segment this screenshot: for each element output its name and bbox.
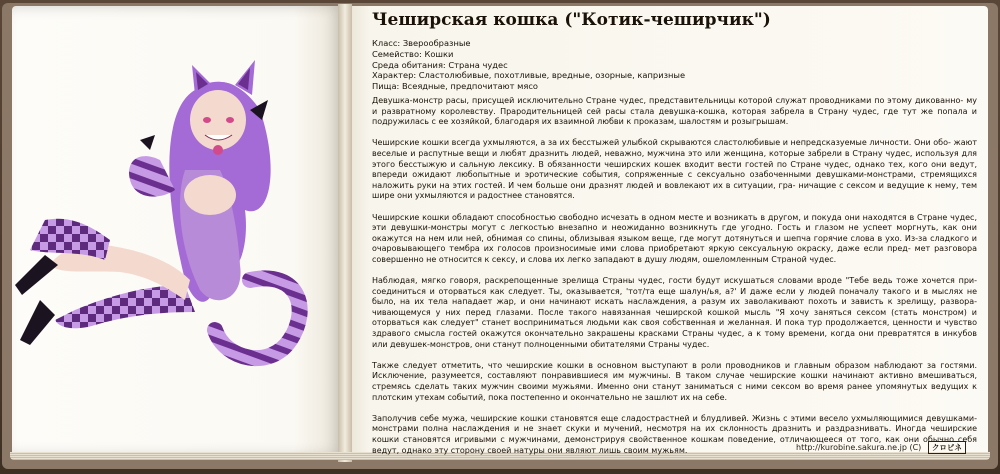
info-food: Пища: Всеядные, предпочитают мясо — [372, 81, 538, 92]
footer-credit — [796, 441, 966, 454]
paragraph: Девушка-монстр расы, присущей исключительно Стране чудес, представительницы которой служат проводниками по этому дикованно- му и развратному королевству. Прародительницей сей расы стала девушка-кошка, которая забрела в Страну чудес, где тут же попала и подружилась с ее хозяйкой, благодаря их взаимной любви к проказам, шалостям и розыгрышам. — [372, 96, 977, 127]
paragraph: Наблюдая, мягко говоря, раскрепощенные зрелища Страны чудес, гости будут искушаться словами вроде "Тебе ведь тоже хочется при- соединиться и оторваться как следует. Ты, оказывается, 'тот/та еще шалун/ья, а?' И даже если у людей поначалу такого и в мыслях не было, на их тела нападает жар, и они начинают искать наслаждения, а разум их заволакивают похоть и зависть к зрелищу, развора- чивающемуся у них перед глазами. После такого навязанная чеширской кошкой мысль "Я хочу заняться сексом (стать монстром) и оторваться как следует" станет восприниматься людьми как своя собственная и желанная. И пока тур продолжается, ценности и чувство здравого смысла гостей окажутся окончательно закрашены красками Страны чудес, а к тому времени, когда они превратятся в инкубов или девушек-монстров, они станут полноценными обитателями Страны чудес. — [372, 276, 977, 349]
description-text — [372, 96, 977, 467]
footer-copyright: (C) — [909, 443, 922, 452]
paragraph: Также следует отметить, что чеширские кошки в основном выступают в роли проводников и главным образом наблюдают за гостями. Исключение, разумеется, составляют понравившиеся им мужчины. В таком случае чеширские кошки начинают активно вмешиваться, стремясь сделать таких мужчин своими мужьями. Именно они станут заниматься с ними сексом во время ранее упомянутых ведущих к плотским утехам событий, пока постепенно и окончательно не зашлют их на себе. — [372, 360, 977, 402]
paragraph: Чеширские кошки всегда ухмыляются, а за их бесстыжей улыбкой скрываются сластолюбивые и непредсказуемые личности. Они обо- жают веселые и распутные вещи и любят дразнить людей, неважно, мужчина это или женщина, которые забрели в Страну чудес, используя для этого бесстыжую и сальную лексику. В обязанности чеширских кошек входит вести гостей по Стране чудес, однако тех, кого они ведут, впереди ожидают любопытные и эротические события, сопряженные с сексуально озабоченными девушками-монстрами, стремящихся наложить руки на этих гостей. И чем больше они дразнят людей и вовлекают их в ситуации, гра- ничащие с сексом и ведущие к нему, тем шире они ухмыляются и радостнее становятся. — [372, 138, 977, 201]
info-class: Класс: Зверообразные — [372, 38, 471, 48]
info-character: Характер: Сластолюбивые, похотливые, вредные, озорные, капризные — [372, 70, 686, 81]
page-title: Чеширская кошка ("Котик-чеширчик") — [372, 10, 771, 30]
paragraph: Чеширские кошки обладают способностью свободно исчезать в одном месте и возникать в другом, и покуда они находятся в Стране чудес, эти девушки-монстры могут с легкостью внезапно и неожиданно возникнуть где угодно. Гость и глазом не успеет моргнуть, как они окажутся на нем или ней, обнимая со спины, облизывая языком веще, где могут дотянуться и шепча горячие слова в ухо. Из-за сладкого и очаровывающего тембра их голосов произносимые ими слова приобретают яркую сексуальную окраску, даже если пред- мет разговора совершенно не относится к сексу, и слова их легко западают в душу людям, ошеломленным Страной чудес. — [372, 212, 977, 264]
info-habitat: Среда обитания: Страна чудес — [372, 59, 508, 70]
footer-url[interactable]: http://kurobine.sakura.ne.jp — [796, 443, 907, 452]
monster-info — [372, 38, 685, 92]
paragraph: Заполучив себе мужа, чеширские кошки становятся еще сладострастней и блудливей. Жизнь с этими весело ухмыляющимися девушками-монстрами полна наслаждения и не знает скуки и мучений, несмотря на их склонность дразнить и раздразнивать. Иногда чеширские кошки становятся игривыми с мужчинами, демонстрируя свойственное кошкам поведение, отличающееся от того, как они обычно себя ведут, однако эту сторону своей натуры они являют лишь своим мужьям. — [372, 413, 977, 455]
footer-logo: クロビネ — [928, 441, 966, 454]
info-family: Семейство: Кошки — [372, 48, 454, 59]
cheshire-cat-illustration — [0, 50, 350, 380]
